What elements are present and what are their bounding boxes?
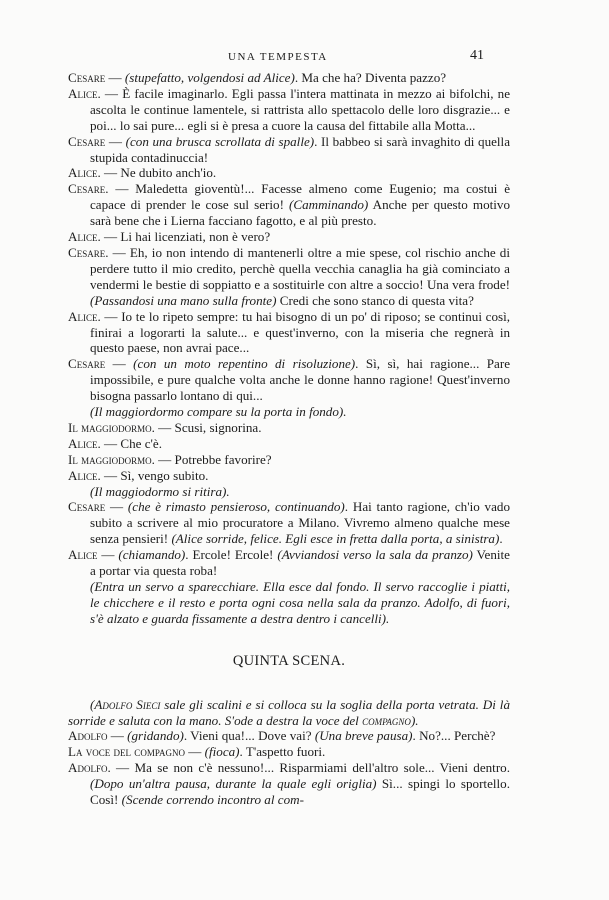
dialogue-line	[68, 547, 510, 579]
dash-separator: —	[105, 133, 126, 149]
dialogue-line	[68, 420, 510, 436]
speaker-name: Alice.	[68, 435, 101, 451]
speaker-name: Alice.	[68, 165, 101, 181]
dash-separator: —	[100, 308, 122, 324]
line-text: . Il babbeo si sarà invaghito di quella stupida contadinuccia!	[90, 133, 511, 165]
small-caps-name: Adolfo Sieci	[94, 696, 161, 712]
stage-direction: (Il maggiordormo compare su la porta in fondo).	[90, 404, 347, 420]
dialogue-line	[68, 468, 510, 484]
dash-separator: —	[107, 728, 128, 744]
dialogue-group-3	[68, 499, 510, 579]
italic-text: sale gli scalini e si colloca su la soglia della porta vetrata. Di là sorride e saluta con la mano. S'ode a destra la voce del	[68, 696, 510, 728]
speaker-name: Cesare.	[68, 244, 109, 260]
speaker-name: Alice.	[68, 308, 101, 324]
page-number: 41	[470, 48, 484, 63]
line-text: Che c'è.	[120, 435, 162, 451]
dash-separator: —	[108, 244, 130, 260]
line-text: Venite a portar via questa roba!	[90, 547, 510, 579]
dialogue-line	[68, 229, 510, 245]
line-text: Sì... spingi lo sportello. Così!	[90, 776, 510, 808]
speaker-name: Alice.	[68, 229, 101, 245]
dash-separator: —	[154, 419, 175, 435]
line-text: . T'aspetto fuori.	[239, 744, 326, 760]
speaker-name: Il maggiodormo.	[68, 451, 155, 467]
dialogue-line	[68, 356, 510, 404]
line-text: Maledetta gioventù!... Facesse almeno come Eugenio; ma costui è capace di prender le cose sul serio!	[90, 181, 511, 213]
speaker-name: Cesare	[68, 133, 106, 149]
speaker-name: Cesare	[68, 70, 106, 85]
italic-text: (che è rimasto pensieroso, continuando)	[127, 499, 345, 515]
dash-separator: —	[100, 229, 121, 245]
italic-text: (Camminando)	[289, 197, 369, 213]
dialogue-line	[68, 744, 510, 760]
speaker-name: Cesare	[68, 499, 106, 515]
dialogue-line	[68, 760, 510, 808]
italic-text: (Scende correndo incontro al com-	[121, 792, 304, 808]
dialogue-line	[68, 728, 510, 744]
speaker-name: Adolfo	[68, 728, 108, 744]
line-text: . Sì, sì, hai ragione... Pare impossibile, e pure qualche volta anche le donne hanno ragione! Quest'inverno bisogna passarlo lontano di qui...	[90, 356, 511, 404]
small-caps-name: compagno	[362, 712, 411, 728]
dash-separator: —	[100, 165, 121, 181]
dash-separator: —	[108, 181, 136, 197]
line-text: Li hai licenziati, non è vero?	[120, 229, 271, 245]
header-title: UNA TEMPESTA	[228, 51, 328, 63]
dash-separator: —	[110, 760, 135, 776]
dialogue-group-1	[68, 70, 510, 404]
italic-text: (fioca)	[204, 744, 240, 760]
line-text: . No?... Perchè?	[412, 728, 496, 744]
dash-separator: —	[100, 435, 121, 451]
dialogue-line	[68, 452, 510, 468]
dash-separator: —	[100, 467, 121, 483]
line-text: . Ercole! Ercole!	[185, 547, 278, 563]
speaker-name: Adolfo.	[68, 760, 111, 776]
line-text: Sì, vengo subito.	[120, 467, 209, 483]
dash-separator: —	[97, 547, 119, 563]
speaker-name: La voce del compagno	[68, 744, 185, 760]
dash-separator: —	[105, 70, 125, 85]
page-body	[68, 70, 510, 808]
line-text: Scusi, signorina.	[174, 419, 262, 435]
dash-separator: —	[185, 744, 205, 760]
dialogue-line	[68, 499, 510, 547]
dialogue-line	[68, 165, 510, 181]
line-text: Credi che sono stanco di questa vita?	[276, 292, 474, 308]
speaker-name: Il maggiodormo.	[68, 419, 155, 435]
speaker-name: Alice.	[68, 467, 101, 483]
italic-text: (chiamando)	[118, 547, 186, 563]
dialogue-line	[68, 309, 510, 357]
stage-direction: (Entra un servo a sparecchiare. Ella esce dal fondo. Il servo raccoglie i piatti, le chicchere e il resto e porta ogni cosa nella sala da pranzo. Adolfo, di fuori, s'è alzato e guarda fissamente a destra dentro i cancelli).	[90, 579, 510, 626]
dash-separator: —	[154, 451, 175, 467]
speaker-name: Cesare.	[68, 181, 109, 197]
dialogue-line	[68, 70, 510, 86]
line-text: È facile imaginarlo. Egli passa l'intera mattinata in mezzo ai bifolchi, ne ascolta le continue lamentele, si rattrista allo spettacolo delle loro disgrazie... e poi... lo sai pure... egli si è presa a cuore la causa del fittabile alla Motta...	[90, 85, 511, 133]
speaker-name: Alice.	[68, 85, 101, 101]
dialogue-line	[68, 181, 510, 229]
line-text: Anche per questo motivo sarà bene che i Lierna facciano fagotto, e al più presto.	[90, 197, 510, 229]
line-text: . Hai tanto ragione, ch'io vado subito a scrivere al mio procuratore a Milano. Vivremo almeno qualche mese senza pensieri!	[90, 499, 510, 547]
dialogue-group-4	[68, 728, 510, 808]
scene-title: QUINTA SCENA.	[232, 652, 346, 669]
line-text: (	[90, 696, 95, 712]
italic-text: (Alice sorride, felice. Egli esce in fretta dalla porta, a sinistra)	[171, 531, 500, 547]
italic-text: (Passandosi una mano sulla fronte)	[90, 292, 277, 308]
line-text: . Vieni qua!... Dove vai?	[183, 728, 315, 744]
italic-text: (stupefatto, volgendosi ad Alice)	[124, 70, 295, 85]
dialogue-line	[68, 245, 510, 309]
italic-text: (Avviandosi verso la sala da pranzo)	[277, 547, 473, 563]
speaker-name: Alice	[68, 547, 98, 563]
speaker-name: Cesare	[68, 356, 106, 372]
dash-separator: —	[100, 85, 123, 101]
italic-text: (Dopo un'altra pausa, durante la quale egli origlia)	[90, 776, 377, 792]
line-text: . Ma che ha? Diventa pazzo?	[294, 70, 447, 85]
line-text: Potrebbe favorire?	[174, 451, 272, 467]
stage-direction: (Il maggiodormo si ritira).	[90, 483, 230, 499]
line-text: Ne dubito anch'io.	[120, 165, 217, 181]
italic-text: (Una breve pausa)	[314, 728, 413, 744]
line-text: Io te lo ripeto sempre: tu hai bisogno di un po' di riposo; se continui così, finirai a logorarti la salute... e quest'inverno, con la miseria che regnerà in questo paese, non avrai pace...	[90, 308, 510, 356]
dash-separator: —	[105, 356, 134, 372]
dialogue-line	[68, 436, 510, 452]
line-text: Eh, io non intendo di mantenerli oltre a mie spese, col rischio anche di perdere tutto il mio credito, perchè quella vecchia canaglia ha già cominciato a vendermi le bestie di soppiatto e a sostituirle con altre a soccio! Una vera frode!	[90, 244, 510, 292]
dialogue-line	[68, 134, 510, 166]
line-text: Ma se non c'è nessuno!... Risparmiami dell'altro sole... Vieni dentro.	[134, 760, 511, 776]
line-text: ).	[410, 712, 419, 728]
dialogue-line	[68, 86, 510, 134]
running-header	[0, 48, 609, 66]
scene-stage-direction	[68, 697, 510, 729]
dialogue-group-2	[68, 420, 510, 484]
dash-separator: —	[105, 499, 128, 515]
italic-text: (gridando)	[127, 728, 184, 744]
line-text: .	[499, 531, 503, 547]
italic-text: (con un moto repentino di risoluzione)	[133, 356, 356, 372]
italic-text: (con una brusca scrollata di spalle)	[125, 133, 315, 149]
